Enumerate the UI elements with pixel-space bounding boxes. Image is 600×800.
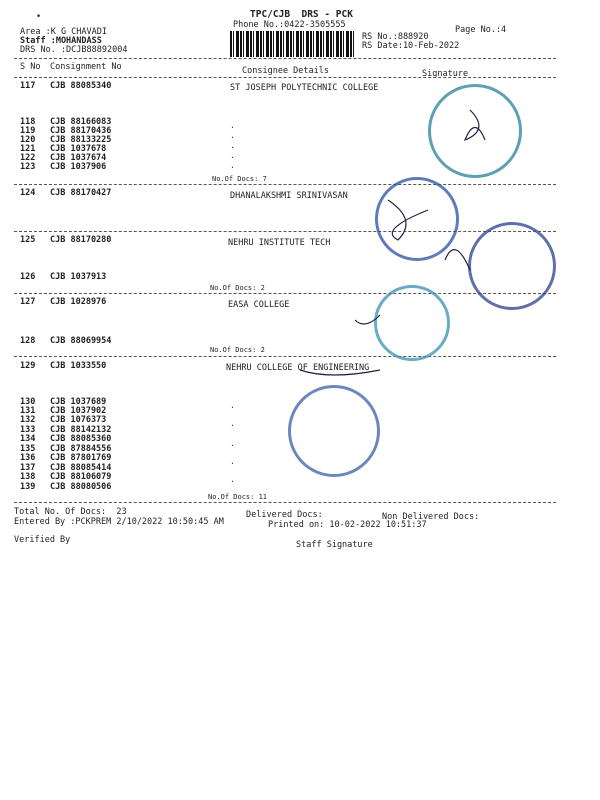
area-label: Area :K G CHAVADI <box>20 27 107 37</box>
consignee-name: DHANALAKSHMI SRINIVASAN <box>230 191 348 201</box>
rs-date: RS Date:10-Feb-2022 <box>362 41 460 51</box>
docs-count: No.Of Docs: 2 <box>210 346 265 354</box>
row-consignment: CJB 88080506 <box>50 482 112 492</box>
barcode-image <box>230 31 354 57</box>
row-sno: 129 <box>20 361 36 371</box>
dot-mark: . <box>230 151 235 160</box>
row-consignment: CJB 88166083 <box>50 117 112 127</box>
phone-number: Phone No.:0422-3505555 <box>233 20 346 30</box>
column-sno: S No <box>20 62 41 72</box>
row-sno: 124 <box>20 188 36 198</box>
row-sno: 130 <box>20 397 36 407</box>
divider <box>14 293 556 294</box>
non-delivered-docs: Non Delivered Docs: <box>382 512 480 522</box>
column-consignment: Consignment No <box>50 62 122 72</box>
consignee-name: EASA COLLEGE <box>228 300 290 310</box>
row-sno: 139 <box>20 482 36 492</box>
dot-mark: . <box>230 131 235 140</box>
row-consignment: CJB 1037906 <box>50 162 107 172</box>
row-consignment: CJB 1037674 <box>50 153 107 163</box>
row-sno: 126 <box>20 272 36 282</box>
dot-mark: . <box>230 141 235 150</box>
row-sno: 127 <box>20 297 36 307</box>
row-consignment: CJB 1037689 <box>50 397 107 407</box>
consignee-name: ST JOSEPH POLYTECHNIC COLLEGE <box>230 83 379 93</box>
column-consignee: Consignee Details <box>242 66 329 76</box>
row-sno: 132 <box>20 415 36 425</box>
entered-by: Entered By :PCKPREM 2/10/2022 10:50:45 AM <box>14 517 224 527</box>
row-sno: 117 <box>20 81 36 91</box>
row-consignment: CJB 88085414 <box>50 463 112 473</box>
row-consignment: CJB 88106079 <box>50 472 112 482</box>
row-sno: 123 <box>20 162 36 172</box>
consignee-name: NEHRU INSTITUTE TECH <box>228 238 331 248</box>
row-consignment: CJB 1028976 <box>50 297 107 307</box>
row-consignment: CJB 87801769 <box>50 453 112 463</box>
delivered-docs: Delivered Docs: <box>246 510 323 520</box>
staff-signature: Staff Signature <box>296 540 373 550</box>
row-consignment: CJB 1037902 <box>50 406 107 416</box>
dot-mark: . <box>230 121 235 130</box>
bullet-dot: • <box>36 12 42 22</box>
dot-mark: . <box>230 439 235 448</box>
row-consignment: CJB 88170436 <box>50 126 112 136</box>
row-sno: 122 <box>20 153 36 163</box>
column-signature: Signature <box>422 69 469 79</box>
college-stamp <box>428 84 522 178</box>
row-sno: 125 <box>20 235 36 245</box>
row-sno: 133 <box>20 425 36 435</box>
row-sno: 135 <box>20 444 36 454</box>
divider <box>14 77 556 78</box>
drs-number: DRS No. :DCJB88892004 <box>20 45 128 55</box>
staff-label: Staff :MOHANDASS <box>20 36 102 46</box>
row-consignment: CJB 88170427 <box>50 188 112 198</box>
row-consignment: CJB 1037678 <box>50 144 107 154</box>
row-sno: 137 <box>20 463 36 473</box>
docs-count: No.Of Docs: 2 <box>210 284 265 292</box>
page-number: Page No.:4 <box>455 25 507 35</box>
dot-mark: . <box>230 419 235 428</box>
consignee-name: NEHRU COLLEGE OF ENGINEERING <box>226 363 370 373</box>
rs-number: RS No.:888920 <box>362 32 429 42</box>
row-sno: 120 <box>20 135 36 145</box>
college-stamp <box>468 222 556 310</box>
divider <box>14 231 556 232</box>
row-consignment: CJB 87884556 <box>50 444 112 454</box>
dot-mark: . <box>230 457 235 466</box>
total-docs: Total No. Of Docs: 23 <box>14 507 127 517</box>
college-stamp <box>288 385 380 477</box>
divider <box>14 356 556 357</box>
row-consignment: CJB 88069954 <box>50 336 112 346</box>
row-sno: 131 <box>20 406 36 416</box>
row-sno: 119 <box>20 126 36 136</box>
docs-count: No.Of Docs: 7 <box>212 175 267 183</box>
document-title: TPC/CJB DRS - PCK <box>250 9 353 20</box>
row-consignment: CJB 88133225 <box>50 135 112 145</box>
verified-by: Verified By <box>14 535 71 545</box>
row-consignment: CJB 1076373 <box>50 415 107 425</box>
divider <box>14 184 556 185</box>
dot-mark: . <box>230 401 235 410</box>
row-sno: 121 <box>20 144 36 154</box>
row-sno: 134 <box>20 434 36 444</box>
row-sno: 138 <box>20 472 36 482</box>
row-sno: 118 <box>20 117 36 127</box>
row-consignment: CJB 1033550 <box>50 361 107 371</box>
college-stamp <box>375 177 459 261</box>
docs-count: No.Of Docs: 11 <box>208 493 268 501</box>
row-consignment: CJB 88085340 <box>50 81 112 91</box>
row-sno: 128 <box>20 336 36 346</box>
row-consignment: CJB 88170280 <box>50 235 112 245</box>
dot-mark: . <box>230 475 235 484</box>
row-sno: 136 <box>20 453 36 463</box>
dot-mark: . <box>230 161 235 170</box>
college-stamp <box>374 285 450 361</box>
printed-on: Printed on: 10-02-2022 10:51:37 <box>268 520 427 530</box>
row-consignment: CJB 88142132 <box>50 425 112 435</box>
divider <box>14 58 556 59</box>
divider <box>14 502 556 503</box>
row-consignment: CJB 88085360 <box>50 434 112 444</box>
row-consignment: CJB 1037913 <box>50 272 107 282</box>
